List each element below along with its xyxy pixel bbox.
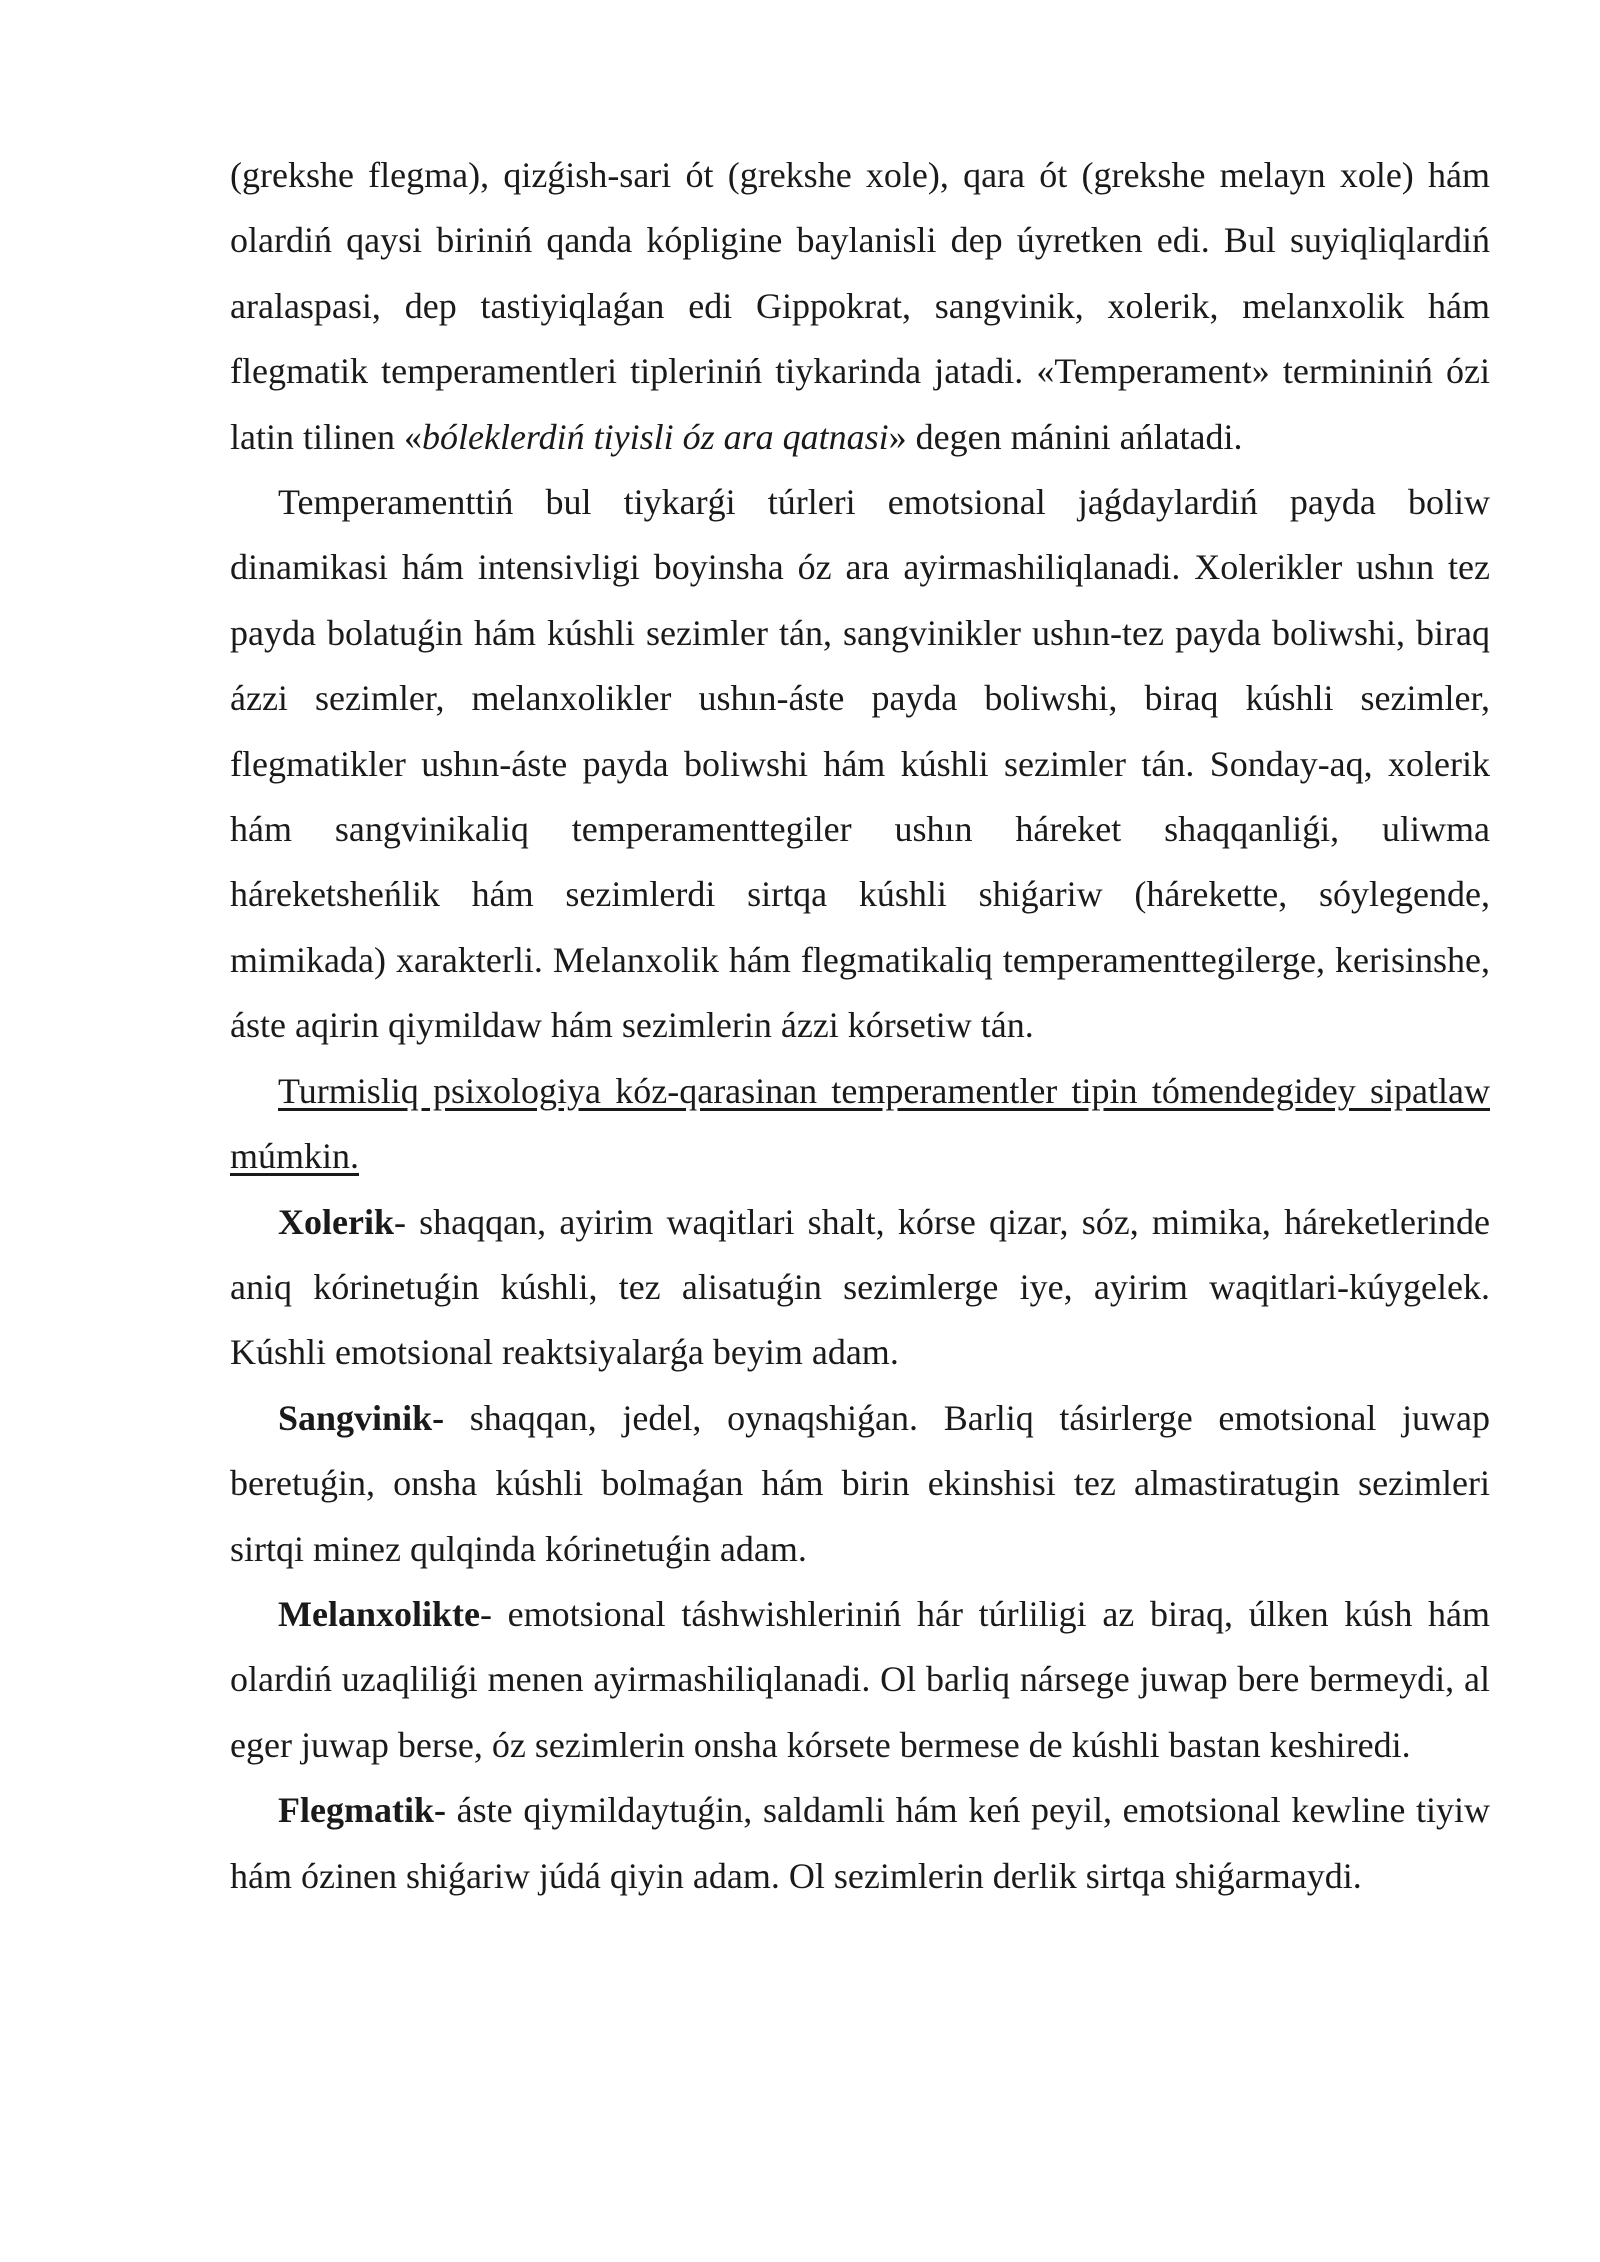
latin-meaning-italic: bóleklerdiń tiyisli óz ara qatnasi bbox=[421, 416, 889, 457]
paragraph-intro-text: (grekshe flegma), qizǵish-sari ót (grekshe xole), qara ót (grekshe melayn xole) hám olardiń qaysi biriniń qanda kópligine baylanisli dep úyretken edi. Bul suyiqliqlardiń aralaspasi, dep tastiyiqlaǵan edi Gippokrat, sangvinik, xolerik, melanxolik hám flegmatik temperamentleri tipleriniń tiykarinda jatadi. «Temperament» termininiń ózi latin tilinen « bbox=[230, 155, 1490, 457]
term-sanguine: Sangvinik- bbox=[278, 1397, 445, 1438]
choleric-description: - shaqqan, ayirim waqitlari shalt, kórse qizar, sóz, mimika, háreketlerinde aniq kórinetuǵin kúshli, tez alisatuǵin sezimlerge iye, ayirim waqitlari-kúygelek. Kúshli emotsional reaktsiyalarǵa beyim adam. bbox=[230, 1201, 1490, 1373]
sanguine-description: shaqqan, jedel, oynaqshiǵan. Barliq tásirlerge emotsional juwap beretuǵin, onsha kúshli bolmaǵan hám birin ekinshisi tez almastiratugin sezimleri sirtqi minez qulqinda kórinetuǵin adam. bbox=[230, 1397, 1490, 1569]
paragraph-everyday-psychology bbox=[230, 1059, 1490, 1190]
term-choleric: Xolerik bbox=[278, 1201, 394, 1242]
paragraph-temperament-types: Temperamenttiń bul tiykarǵi túrleri emotsional jaǵdaylardiń payda boliw dinamikasi hám intensivligi boyinsha óz ara ayirmashiliqlanadi. Xolerikler ushın tez payda bolatuǵin hám kúshli sezimler tán, sangvinikler ushın-tez payda boliwshi, biraq ázzi sezimler, melanxolikler ushın-áste payda boliwshi, biraq kúshli sezimler, flegmatikler ushın-áste payda boliwshi hám kúshli sezimler tán. Sonday-aq, xolerik hám sangvinikaliq temperamenttegiler ushın háreket shaqqanliǵi, uliwma háreketsheńlik hám sezimlerdi sirtqa kúshli shiǵariw (hárekette, sóylegende, mimikada) xarakterli. Melanxolik hám flegmatikaliq temperamenttegilerge, kerisinshe, áste aqirin qiymildaw hám sezimlerin ázzi kórsetiw tán. bbox=[230, 482, 1490, 1046]
paragraph-intro-ending: » degen mánini ańlatadi. bbox=[888, 416, 1243, 457]
document-page bbox=[230, 143, 1490, 1909]
paragraph-intro bbox=[230, 143, 1490, 470]
phlegmatic-description: áste qiymildaytuǵin, saldamli hám keń peyil, emotsional kewline tiyiw hám ózinen shiǵariw júdá qiyin adam. Ol sezimlerin derlik sirtqa shiǵarmaydi. bbox=[230, 1790, 1490, 1896]
paragraph-melancholic bbox=[230, 1582, 1490, 1778]
paragraph-choleric bbox=[230, 1190, 1490, 1386]
term-melancholic: Melanxolikte bbox=[278, 1593, 480, 1634]
paragraph-phlegmatic bbox=[230, 1778, 1490, 1909]
term-phlegmatic: Flegmatik- bbox=[278, 1790, 446, 1831]
melancholic-description: - emotsional táshwishleriniń hár túrliligi az biraq, úlken kúsh hám olardiń uzaqliliǵi menen ayirmashiliqlanadi. Ol barliq nársege juwap bere bermeydi, al eger juwap berse, óz sezimlerin onsha kórsete bermese de kúshli bastan keshiredi. bbox=[230, 1593, 1490, 1765]
underlined-heading-text: Turmisliq psixologiya kóz-qarasinan temperamentler tipin tómendegidey sipatlaw múmkin. bbox=[230, 1070, 1490, 1177]
paragraph-sanguine bbox=[230, 1386, 1490, 1582]
